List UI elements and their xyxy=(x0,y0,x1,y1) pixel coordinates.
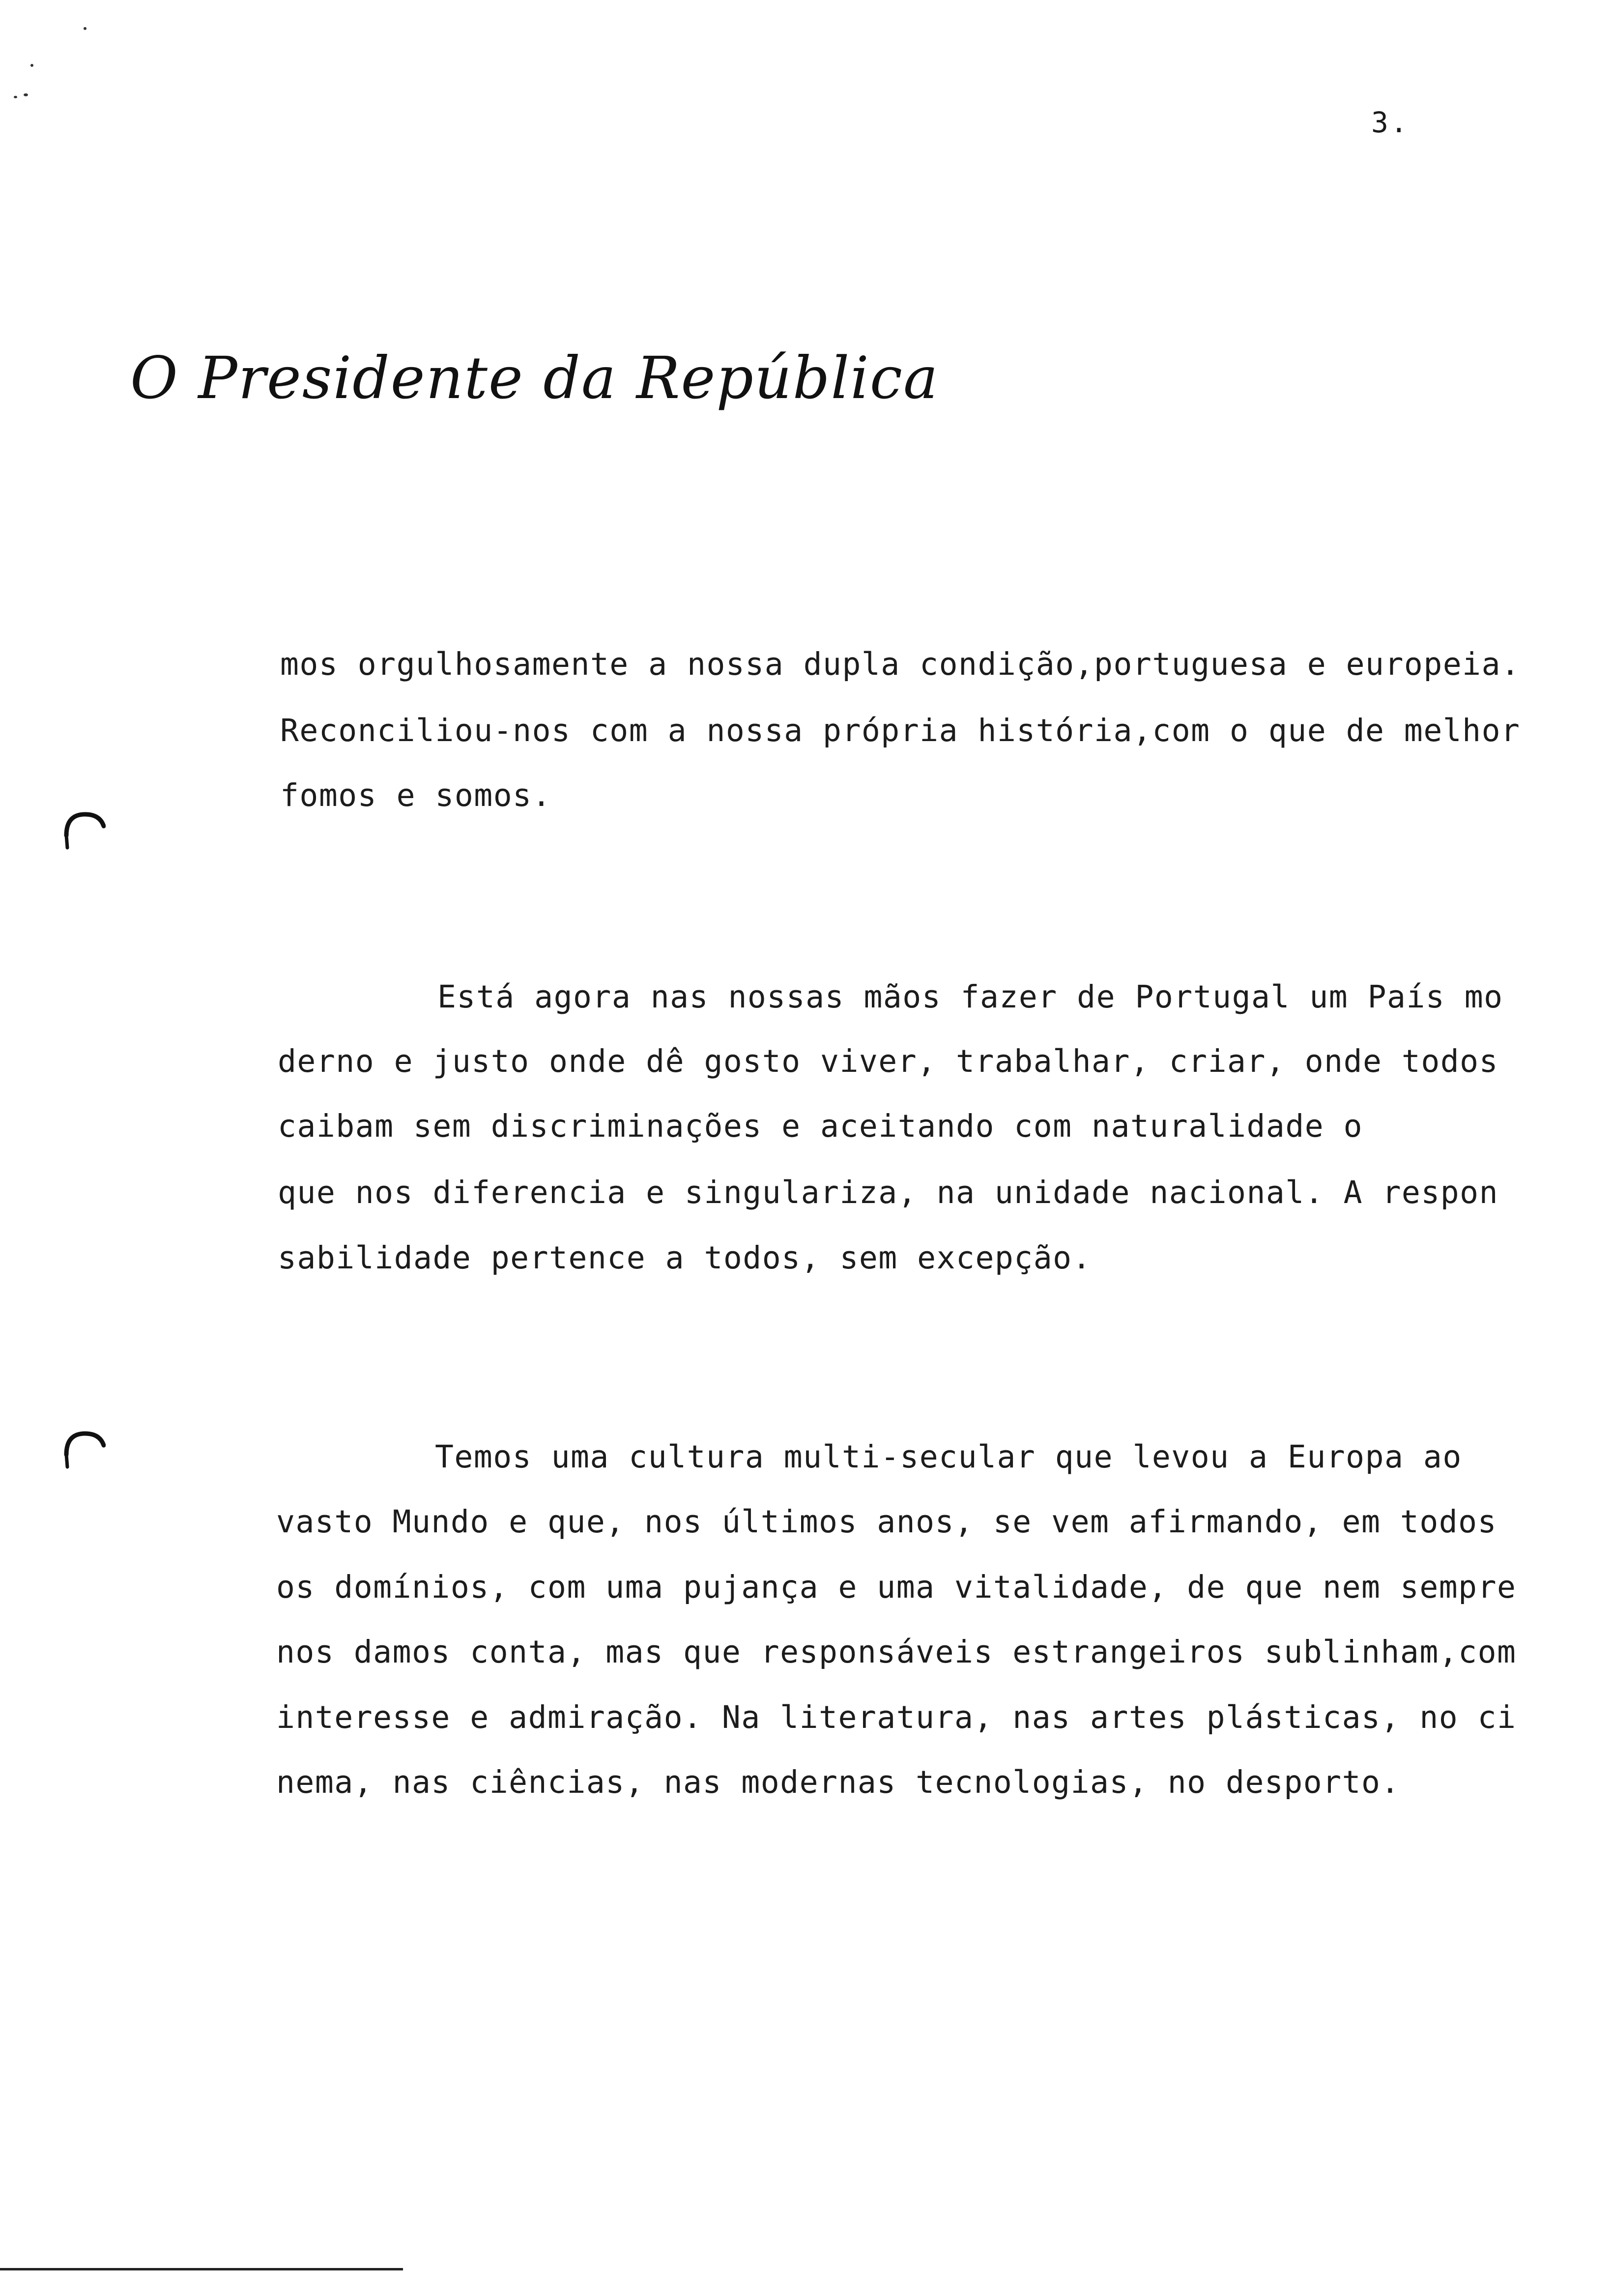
page-number: 3. xyxy=(1371,106,1410,139)
paragraph-2-line: derno e justo onde dê gosto viver, trabalhar, criar, onde todos xyxy=(278,1043,1499,1079)
paragraph-3-line: Temos uma cultura multi-secular que levou a Europa ao xyxy=(435,1439,1462,1475)
paragraph-2-line: Está agora nas nossas mãos fazer de Portugal um País mo xyxy=(437,979,1503,1015)
paragraph-3-line: vasto Mundo e que, nos últimos anos, se vem afirmando, em todos xyxy=(276,1504,1497,1540)
paragraph-1-line: Reconciliou-nos com a nossa própria história,com o que de melhor xyxy=(280,713,1521,748)
scan-speck xyxy=(30,64,33,67)
paragraph-1-line: fomos e somos. xyxy=(280,777,552,813)
letterhead-title: O Presidente da República xyxy=(130,344,939,412)
punch-hole-mark xyxy=(61,808,106,853)
punch-hole-mark xyxy=(61,1428,106,1472)
paragraph-2-line: sabilidade pertence a todos, sem excepção. xyxy=(278,1240,1092,1276)
scan-speck xyxy=(14,96,17,98)
paragraph-3-line: interesse e admiração. Na literatura, nas artes plásticas, no ci xyxy=(276,1699,1517,1735)
paragraph-3-line: os domínios, com uma pujança e uma vitalidade, de que nem sempre xyxy=(276,1569,1517,1605)
paragraph-2-line: que nos diferencia e singulariza, na unidade nacional. A respon xyxy=(278,1175,1499,1210)
paragraph-2-line: caibam sem discriminações e aceitando com naturalidade o xyxy=(278,1108,1363,1144)
paragraph-3-line: nema, nas ciências, nas modernas tecnologias, no desporto. xyxy=(276,1764,1400,1800)
scan-speck xyxy=(84,27,86,30)
page-edge-rule xyxy=(0,2268,403,2270)
scan-speck xyxy=(24,93,28,96)
paragraph-1-line: mos orgulhosamente a nossa dupla condição,portuguesa e europeia. xyxy=(280,646,1521,682)
paragraph-3-line: nos damos conta, mas que responsáveis estrangeiros sublinham,com xyxy=(276,1634,1517,1670)
